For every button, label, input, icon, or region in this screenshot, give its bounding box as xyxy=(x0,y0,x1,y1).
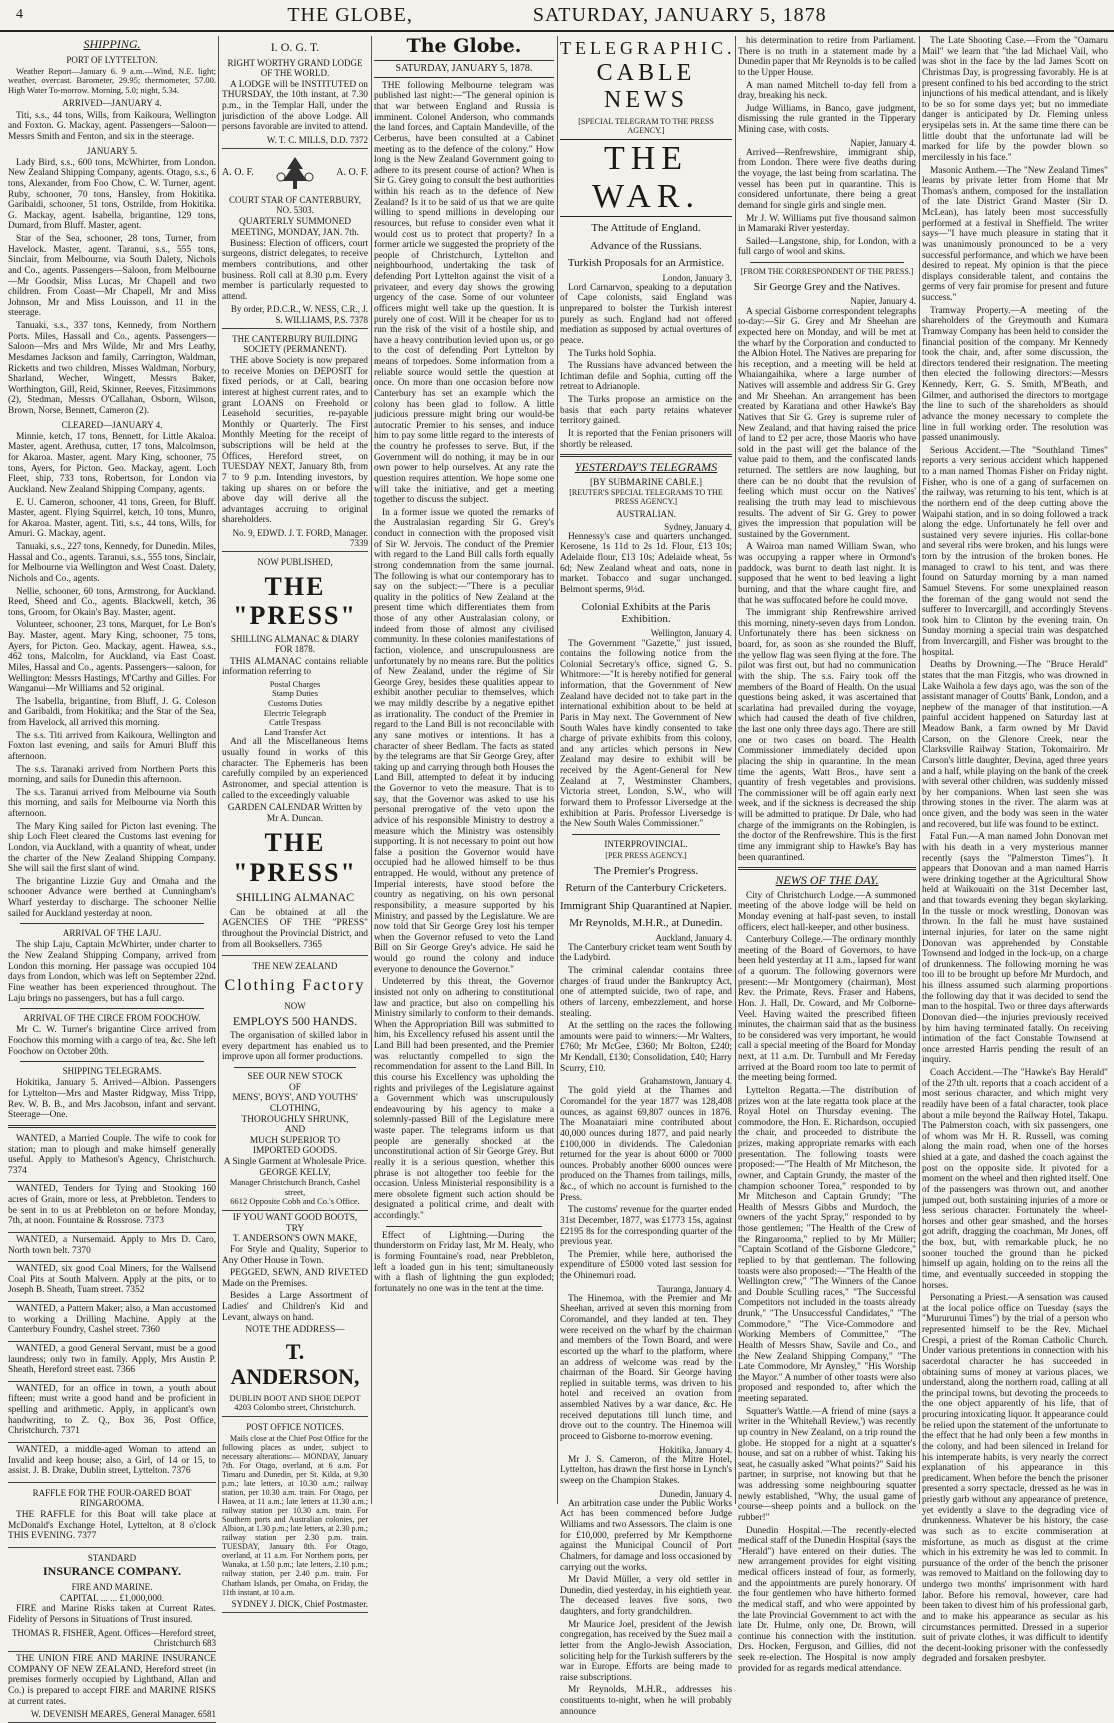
clothing-line: OF xyxy=(289,1082,301,1093)
war-sub: The Attitude of England. xyxy=(591,222,701,235)
shipping-entry: Volunteer, schooner, 23 tons, Marquet, for Le Bon's Bay. Master, agent. Mary King, schooner, 75 tons, Ayers, for Picton. Geo. Mackay, agent. Hawea, s.s., 462 tons, Malcolm, for Auckland, via East Coast. Miles, Hassal and Co., agents. Passengers—saloon, for Wellington: Messrs Hastings, M'Carthy and Gilles. For Wanganui—Mr Williams and 52 original. xyxy=(8,620,216,695)
insurance-signature: THOMAS R. FISHER, Agent. Offices—Hereford street, Christchurch 683 xyxy=(11,1627,216,1648)
australian-heading: AUSTRALIAN. xyxy=(616,509,676,520)
column-rule xyxy=(557,36,558,1504)
news-paragraph: The Turks propose an armistice on the basis that each party retains whatever territory gained. xyxy=(560,395,732,427)
news-paragraph: Dunedin Hospital.—The recently-elected medical staff of the Dunedin Hospital (says the "Herald") have entered on their duties. The new arrangement provides for eight visiting medical officers instead of four, as formerly, and the appointments are purely honorary. Of the four gentlemen who have hitherto formed the medical staff, and who were appointed by the late Provincial Government to act with the late Dr. Hulme, only one, Dr. Brown, will continue his connection with the institution. Drs. Hocken, Ferguson, and Gillies, did not seek re-election. The Hospital is now amply provided for as regards medical attendance. xyxy=(738,1525,916,1674)
aof-left: A. O. F. xyxy=(222,167,254,179)
ad-text: WANTED, a good General Servant, must be a good laundress; only two in family. Apply, Mrs Austin P. Sheath, Hereford street east. 7366 xyxy=(8,1343,216,1376)
news-paragraph: Mr J. S. Cameron, of the Mitre Hotel, Lyttelton, has drawn the first horse in Lynch's sweep on the Champion Stakes. xyxy=(560,1454,732,1487)
shipping-entry: Lady Bird, s.s., 600 tons, McWhirter, from London. New Zealand Shipping Company, agents. Otago, s.s., 6 tons, Alexander, from Foo Chow, C. W. Turner, agent. Ruby, schooner, 70 tons, Hansley, from Hokitika. Garibaldi, schooner, 51 tons, Ostrilde, from Hokitika. G. Mackay, agent. Isabella, brigantine, 129 tons, Dumard, from Bluff. Master, agent. xyxy=(8,157,216,232)
column-rule xyxy=(371,36,372,1504)
foresters-ad xyxy=(222,149,368,329)
ad-text: WANTED, a Pattern Maker; also, a Man accustomed to working a Drilling Machine. Apply at the Canterbury Foundry, Cashel street. 7360 xyxy=(8,1304,216,1336)
news-paragraph: Hennessy's case and quarters unchanged. Kerosene, 1s 11d to 2s 1d. Flour, £13 10s; Adelaide flour, £13 10s; Adelaide wheat, 5s 6d; New Zealand wheat and oats, none in market. Tobacco and sugar unchanged. Belmont sperms, 9½d. xyxy=(560,531,732,595)
shipping-entry: Nellie, schooner, 60 tons, Armstrong, for Auckland. Reed, Sheed and Co., agents. Blackwell, ketch, 36 tons, Groom, for Okain's Bay. Master, agent. xyxy=(8,586,216,618)
laju-article: The ship Laju, Captain McWhirter, under charter to the New Zealand Shipping Company, arrived from London this morning. Her passage was occupied 104 days from London, which was left on September 22nd. Fine weather has been experienced throughout. The Laju brings no passengers, but has a full cargo. xyxy=(8,940,216,1004)
clothing-factory: Clothing Factory xyxy=(224,977,366,995)
almanac-item: Cattle Trespass xyxy=(269,717,321,728)
interprovincial-heading: INTERPROVINCIAL. xyxy=(604,838,688,849)
insurance-heading: STANDARD xyxy=(87,1552,137,1563)
news-paragraph: The Russians have advanced between the Ichtiman defile and Sophia, cutting off the retreat to Adrianople. xyxy=(560,361,732,393)
weather-report: Weather Report—January 6. 9 a.m.—Wind, N.E. light; weather, overcast. Barometer, 29.95; thermometer, 57.00. High Water To-morrow. Morning, 5.0; night, 5.34. xyxy=(8,65,216,95)
anderson-name: T. ANDERSON, xyxy=(230,1338,360,1389)
almanac-item: Electric Telegraph xyxy=(263,707,327,718)
union-body: THE UNION FIRE AND MARINE INSURANCE COMPANY OF NEW ZEALAND, Hereford street (in premises formerly occupied by Lightband, Allan and Co.) is prepared to accept FIRE and MARINE RISKS at current rates. xyxy=(8,1654,216,1707)
shipping-note: The Isabella, brigantine, from Bluff, J. G. Coleson and Garibaldi, from Hokitika; and the Star of the Sea, from Havelock, all arrived this morning. xyxy=(8,696,216,729)
divider xyxy=(20,1008,204,1009)
raffle-heading: RAFFLE FOR THE FOUR-OARED BOAT RINGAROOMA. xyxy=(32,1487,192,1508)
clothing-org: The organisation of skilled labor in every department has enabled us to improve upon all former productions. xyxy=(222,1031,368,1063)
dateline: Napier, January 4. xyxy=(850,296,916,307)
date-heading: JANUARY 5. xyxy=(86,145,138,156)
dateline: Wellington, January 4. xyxy=(650,628,732,639)
shipping-entry: Star of the Sea, schooner, 28 tons, Turner, from Havelock. Master, agent. Taranui, s.s., 555 tons, Sinclair, from Melbourne, via South Dalety, Nichols and Co., agents. Passengers—Saloon, from Melbourne—Mr Goodsir, Miss Lucas, Mr Chapell and two children. From Coast—Mr Chapell, Mr and Miss Johnson, Mr and Miss Louisson, and 11 in the steerage. xyxy=(8,234,216,319)
boots-quality: For Style and Quality, Superior to Any Other House in Town. xyxy=(222,1244,368,1266)
column-rule xyxy=(919,36,920,1504)
boots-note: NOTE THE ADDRESS— xyxy=(245,1325,345,1336)
news-paragraph: The immigrant ship Renfrewshire arrived this morning, ninety-seven days from London. Unfortunately there has been sickness on board, for, as soon as she rounded the Bluff, the yellow flag was seen flying at the fore. The pilot was first out, but had no communication with the ship. The s.s. Fairy took off the members of the Board of Health. On the usual questions being asked, it was ascertained that scarlatina had prevailed during the voyage, which had caused the death of five children, the last one only three days ago. There are still one or two cases on board. The Health Commissioner immediately decided upon placing the ship in quarantine. In the mean time the agents, Watt Bros., have sent a quantity of fresh vegetables and provisions. The commissioner will be off again early next week, and if the sickness is decreased the ship will be admitted to pratique. Dr Dale, who had charge of the immigrants on the Robinglen, is the doctor of the Renfrewshire. This is the first time any immigrant ship to Hawke's Bay has been quarantined. xyxy=(738,608,916,863)
news-paragraph: The gold yield at the Thames and Coromandel for the year 1877 was 128,408 ounces, as against 69,807 ounces in 1876. The Moanataiari mine contributed about 40,000 ounces during 1877, and paid nearly £100,000 in dividends. The Caledonian returned for the year is about 6000 or 7000 ounces. Probably another 6000 ounces were produced on the Thames from tailings, mills, &c., of which no account is furnished to the Press. xyxy=(560,1086,732,1203)
news-paragraph: A special Gisborne correspondent telegraphs to-day:—Sir G. Grey and Mr Sheehan are expected here on Monday, and will be met at the wharf by the Corporation and conducted to the Albion Hotel. The Natives are preparing for his reception, and a meeting will be held at Whaiangaihika, where a large number of Natives will assemble and address Sir G. Grey and Mr Sheehan. An arrangement has been created by Karatiana and other Hawke's Bay Natives that Sir G. Grey is supreme ruler of New Zealand, and that having raised the price of land to £2 per acre, those Maoris who have sold in the past will get the balance of the value paid to them, and the confiscated lands returned. The settlers are now laughing, but there can be no doubt that the revulsion of feeling which must occur on the Natives' realising the truth may lead to mischievous results. The advent of Sir G. Grey to power gives the impression that population will be sustained by the Government. xyxy=(738,306,916,540)
post-office-body: Mails close at the Chief Post Office for the following places as under, subject to necessary alterations:— MONDAY, January 7th. For Otago, overland, at 6 a.m. For Timaru and Dunedin, per St. Kilda, at 9.30 p.m.; late letters, at 10.30 a.m.; railway station, per 10.30 a.m. train. For Otago, per Hawea, at 11 a.m.; late letters at 11.30 a.m.; railway station per 10.30 a.m. train. For Southern ports and Australian colonies, per Albion, at 1.30 p.m.; late letters, at 2.30 p.m.; railway station per 2.30 p.m. train. TUESDAY, January 8th. For Otago, overland, at 11 a.m. For Northern ports, per Wanaka, at 1.50 p.m.; late letters, 2.10 p.m.; railway station, per 2.40 p.m. train. For Chatham Islands, per Omaha, on Friday, the 11th instant, at 10 a.m. xyxy=(222,1434,368,1597)
shipping-note: The s.s. Titi arrived from Kaikoura, Wellington and Foxton last evening, and sails for Amuri Bluff this afternoon. xyxy=(8,730,216,762)
wanted-ad xyxy=(8,1382,216,1443)
news-paragraph: Sailed—Langstone, ship, for London, with a full cargo of wool and skins. xyxy=(738,236,916,258)
building-society-body: THE above Society is now prepared to receive Monies on DEPOSIT for fixed periods, or at Call, bearing interest at highest current rates, and to grant LOANS on Freehold or Leasehold securities, re-payable Monthly or Quarterly. The First Monthly Meeting for the receipt of subscriptions will be held at the Offices, Hereford street, on TUESDAY NEXT, January 8th, from 7 to 9 p.m. Intending investors, by taking up shares on or before the above day will derive all the advantages accruing to original shareholders. xyxy=(222,356,368,526)
almanac-item: Stamp Duties xyxy=(271,688,319,699)
meeting-body: Business: Election of officers, court surgeons, district delegates, to receive members contributions, and other business. Roll call at 8.30 p.m. Every member is particularly requested to attend. xyxy=(222,238,368,302)
anderson-address: 4203 Colombo street, Christchurch. xyxy=(234,1402,356,1413)
cleared-heading: CLEARED—JANUARY 4. xyxy=(61,419,163,430)
boots-pegged: PEGGED, SEWN, AND RIVETED Made on the Premises. xyxy=(222,1268,368,1289)
reuter-note: [REUTER'S SPECIAL TELEGRAMS TO THE PRESS AGENCY.] xyxy=(569,488,723,507)
clothing-nz: THE NEW ZEALAND xyxy=(252,961,338,972)
cable-news-heading: CABLE NEWS xyxy=(596,60,696,114)
news-paragraph: Judge Williams, in Banco, gave judgment, dismissing the rule granted in the Tipperary Mining case, with costs. xyxy=(738,103,916,135)
dateline: Tauranga, January 4. xyxy=(657,1283,732,1294)
shipping-entry: Titi, s.s., 44 tons, Wills, from Kaikoura, Wellington and Foxton. G. Mackay, agent. Passengers—Saloon—Messrs Smith and Fenton, and six in the steerage. xyxy=(8,110,216,142)
news-paragraph: The customs' revenue for the quarter ended 31st December, 1877, was £1773 15s, against £2195 8s for the corresponding quarter of the previous year. xyxy=(560,1205,732,1248)
clothing-line: MUCH SUPERIOR TO xyxy=(249,1135,341,1146)
editorial-paragraph: Undeterred by this threat, the Governor insisted not only on adhering to constitutional law and practice, but also on compelling his Ministry similarly to conform to their demands. When the Appropriation Bill was submitted to him, his Excellency refused his assent until the Land Bill had been presented, and the Premier was reluctantly compelled to sign the recommendation for assent to the Land Bill. In this course his Excellency was upholding the rights and privileges of the Legislature against a Government which was unscrupulously endeavouring by his agency to make a solemnly-passed Bill of the Legislature mere waste paper. The telegrams inform us that people are generally shocked at the unconstitutional action of Sir George Grey. But really it is a serious question, whether this phrase is not altogether too feeble for the occasion. Unless Ministerial responsibility is a mere obsolete figment such action should be designated a political crime, and dealt with accordingly." xyxy=(374,977,554,1222)
almanac-body: THIS ALMANAC contains reliable information referring to xyxy=(222,656,368,678)
almanac-sub: SHILLING ALMANAC & DIARY FOR 1878. xyxy=(230,634,360,655)
meeting-signature: By order, P.D.C.R., W. NESS, C.R., J. S. WILLIAMS, P.S. 7378 xyxy=(230,304,368,325)
clothing-line: MENS', BOYS', AND YOUTHS' xyxy=(232,1093,358,1104)
news-of-day-heading: NEWS OF THE DAY. xyxy=(775,873,879,888)
news-paragraph: It is reported that the Fenian prisoners will shortly be released. xyxy=(560,428,732,450)
divider xyxy=(572,834,720,835)
news-paragraph: Coach Accident.—The "Hawke's Bay Herald" of the 27th ult. reports that a coach accident of a most serious character, and which might very readily have been of a fatal character, took place about a mile beyond the Railway Hotel, Takapu. The Palmerston coach, with six passengers, one of whom was Mr H. R. Russell, was coming along the main road, when one of the horses shied at a gate, and dashed the coach against the post on the opposite side. It pivoted for a moment on the wheel and then righted itself. One of the passengers was thrown out, and another jumped out, both sustaining injuries of a more or less serious character. Fortunately the wheel-horses and other gear smashed, and the horses got adrift, dragging the coachman, Mr Jones, off the box, but, with remarkable pluck, he no sooner touched the ground than he picked himself up again, holding on to the reins all the time, and eventually succeeded in stopping the horses. xyxy=(922,1068,1108,1291)
press-title-2: THE "PRESS" xyxy=(233,828,357,887)
reynolds-heading: Mr Reynolds, M.H.R., at Dunedin. xyxy=(569,917,723,930)
boots-heading: IF YOU WANT GOOD BOOTS, xyxy=(232,1213,358,1224)
raffle-ad xyxy=(8,1483,216,1548)
shipping-heading: SHIPPING. xyxy=(83,37,141,51)
insurance-title: INSURANCE COMPANY. xyxy=(42,1564,181,1579)
ad-text: WANTED, a Nursemaid. Apply to Mrs D. Caro, North town belt. 7370 xyxy=(8,1234,216,1256)
news-paragraph: Mr J. W. Williams put five thousand salmon in Mamaraki River yesterday. xyxy=(738,213,916,235)
editorial-masthead: The Globe. xyxy=(406,35,522,57)
shipping-entry: Minnie, ketch, 17 tons, Bennett, for Little Akaloa. Master, agent. Arethusa, cutter, 17 tons, Malcolmson, for Akaroa. Master, agent. Mary King, schooner, 75 tons, Ayers, for Picton. Geo. Mackay, agent. Loch Fleet, ship, 733 tons, Robertson, for London via Auckland. New Zealand Shipping Company, agents. xyxy=(8,431,216,495)
news-paragraph: A man named Mitchell to-day fell from a dray, breaking his neck. xyxy=(738,80,916,102)
news-paragraph: The Premier, while here, authorised the expenditure of £5000 voted last session for the Ohinemuri road. xyxy=(560,1249,732,1282)
kelly-name: GEORGE KELLY, xyxy=(259,1167,331,1178)
dateline: Hokitika, January 4. xyxy=(659,1444,732,1455)
almanac-item: Customs Duties xyxy=(267,698,323,709)
dateline: Dunedin, January 4. xyxy=(659,1488,732,1499)
clothing-line: SEE OUR NEW STOCK xyxy=(247,1072,343,1083)
building-society-ad xyxy=(222,329,368,553)
page-number: 4 xyxy=(16,7,24,22)
editorial-paragraph: THE following Melbourne telegram was published last night:—"The general opinion is that war between England and Russia is imminent. Colonel Anderson, who commands the land forces, and Captain Mandeville, of the Cerberus, have been consulted at a Cabinet meeting as to the defence of the colony." How long is the New Zealand Government going to adhere to its present course of action? When is Sir G. Grey going to consult the best authorities within his reach as to the defence of New Zealand? Is it to be said of us that we are quite willing to spend millions in developing our resources, but refuse to consider even what it would cost us to protect that property? In a former article we suggested the propriety of the people of Christchurch, Lyttelton and neighbourhood, undertaking the task of defending Port Lyttelton against the visit of a privateer, and every day shows the growing urgency of the case. Some of our volunteer officers might well take up the question. It is purely one of cost. Will it be cheaper for us to run the risk of the visit of a hostile ship, and have a heavy contribution levied upon us, or go to the cost of defending Port Lyttelton by means of torpedoes. Some information from a reliable source would settle the question at once. On more than one occasion before now Canterbury has set an example which the colony has been glad to follow. A little judicious pressure might bring our would-be autocratic Premier to his senses, and induce him to pay some little regard to the interests of the country he professes to serve. But, if the Government will do nothing, it may be in our own power to help ourselves. At any rate the question requires attention. We hope some one will take the initiative, and get a meeting together to discuss the subject. xyxy=(374,80,554,506)
double-rule xyxy=(738,867,916,870)
telegraphic-heading: TELEGRAPHIC. xyxy=(560,38,736,58)
clothing-now: NOW xyxy=(284,1001,306,1012)
news-paragraph: The Government "Gazette," just issued, contains the following notice from the Colonial Secretary's office, signed G. S. Whitmore:—"It is hereby notified for general information, that the Government of New Zealand have decided not to take part in the international exhibition about to be held at Paris in May next. The Government of New South Wales have kindly consented to take charge of private exhibits from this colony, and any articles which persons in New Zealand may desire to exhibit will be received by the Agent-General for New Zealand at 7, Westminster Chambers, Victoria street, London, S.W., who will forward them to Professor Liversedge at the exhibition at Paris. Professor Liversedge is the New South Wales Commissioner." xyxy=(560,638,732,830)
column-news-continued xyxy=(922,36,1108,1665)
divider xyxy=(386,1226,542,1227)
iogt-heading: I. O. G. T. xyxy=(270,40,320,54)
divider xyxy=(20,923,204,924)
divider xyxy=(750,262,904,263)
news-paragraph: Deaths by Drowning.—The "Bruce Herald" states that the man Fitzgis, who was drowned in Lake Waihola a few days ago, was the son of the assistant manager of Coutts' Bank, London, and a nephew of the manager of that institution.—A painful accident happened on Saturday last at Meadow Bank, a farm owned by Mr David Carson, on the Glenore Creek, near the Clarksville Railway Station, Tokomairiro. Mr Carson's little daughter, Devina, aged three years and a half, while playing on the bank of the creek with several other children, was suddenly missed by her companions. When last seen she was throwing stones in the river. The alarm was at once given, and the body was seen in the water and recovered, but life was found to be extinct. xyxy=(922,660,1108,830)
masthead xyxy=(0,0,1114,32)
premier-heading: The Premier's Progress. xyxy=(593,864,699,877)
column-ads xyxy=(222,36,368,1609)
insurance-ad xyxy=(8,1548,216,1652)
boots-try: TRY xyxy=(285,1223,305,1234)
news-paragraph: Lyttelton Regatta.—The distribution of prizes won at the late regatta took place at the Royal Hotel on Thursday evening. The commodore, the Hon. E. Richardson, occupied the chair, and proceeded to distribute the prizes, making appropriate remarks with each presentation. The following toasts were proposed:—"The Health of Mr Mitcheson, the owner, and Captain Grundy, the master of the champion schooner Torea," responded to by Mr Mitcheson and Captain Grundy; "The Health of Messrs Gibbs and Murdoch, the owners of the yacht Spray," responded to by those gentlemen; "The Health of the Crew of the Ringarooma," replied to by Mr Müller; "Captain Scotland of the Gisborne Gledcore," replied to by that gentleman. The following toasts were also proposed:—"The Health of the Wellington crew," "The Winners of the Canoe and Double Sculling races," "The Successful Competitors not included in the toasts already drunk," "The Unsuccessful Candidates," "The Commodore," "The Vice-Commodore and Working Members of Committee," "The Health of Messrs Shaw, Savile and Co., and the New Zealand Shipping Company," "The Late Commodore, Mr Aynsley," "His Worship the Mayor." A number of other toasts were also proposed and responded to, after which the meeting separated. xyxy=(738,1085,916,1405)
clothing-single: A Single Garment at Wholesale Price. xyxy=(223,1157,367,1168)
dateline: Auckland, January 4. xyxy=(655,932,732,943)
clothing-ad xyxy=(222,956,368,1211)
almanac-tail: And all the Miscellaneous Items usually found in works of this character. The Ephemeris has been carefully compiled by an experienced Astronomer, and special attention is called to the exceedingly valuable xyxy=(222,737,368,801)
column-telegraphic xyxy=(560,36,736,1717)
port-heading: PORT OF LYTTELTON. xyxy=(66,54,158,65)
now-published: NOW PUBLISHED, xyxy=(257,557,333,568)
union-signature: W. DEVENISH MEARES, General Manager. 6581 xyxy=(30,1709,216,1720)
news-paragraph: Serious Accident.—The "Southland Times" reports a very serious accident which happened to a man named Thomas Fisher on Friday night. Fisher, who is one of a gang of surfacemen on the railway, was returning to his tent, which is at the northern end of the deep cutting above the Waipahi station, and in so doing followed a track along the edge. Unfortunately he fell over and sustained very severe injuries. His collar-bone and several ribs were broken, and his lungs were torn by the intrusion of the broken bones. He managed to crawl to his tent, and was there found on Saturday morning by a man named Samuel Stevens. For some unexplained reason the foreman of the gang would not send the sufferer to Invercargill, and accordingly Stevens took him to Clinton by the evening train. On Sunday morning a special train was despatched from Invercargill, and Fisher was brought to the hospital. xyxy=(922,445,1108,658)
correspondent-note: [FROM THE CORRESPONDENT OF THE PRESS.] xyxy=(740,267,914,277)
boots-maker: T. ANDERSON'S OWN MAKE, xyxy=(232,1234,358,1245)
almanac-item: Land Transfer Act xyxy=(264,726,326,737)
laju-heading: ARRIVAL OF THE LAJU. xyxy=(62,928,162,939)
news-paragraph: An arbitration case under the Public Works Act has been commenced before Judge Williams and two Assessors. The claim is one for £10,000, preferred by Mr Kempthorne against the Municipal Council of Port Chalmers, for damage and loss occasioned by carrying out the works. xyxy=(560,1498,732,1573)
telegram-entry: Hokitika, January 5. Arrived—Albion. Passengers for Lyttelton—Mrs and Master Ridgway, Miss Tripp, Rev. W. B. B., and Mrs Jacobson, infant and servant. Steerage—One. xyxy=(8,1078,216,1121)
news-paragraph: A Wairoa man named William Swan, who was occupying a rapper where in Ormond's paddock, was burnt to death last night. It is supposed that he went to bed leaving a light burning, and that the whare caught fire, and that he was suffocated before he could move. xyxy=(738,542,916,606)
editorial-date: SATURDAY, JANUARY 5, 1878. xyxy=(374,60,554,77)
kelly-address: 6612 Opposite Cobb and Co.'s Office. xyxy=(230,1196,360,1207)
news-paragraph: Arrived—Renfrewshire, immigrant ship, from London. There were five deaths during the voyage, the last being from scarlatina. The vessel has been put in quarantine. This is considered unfortunate, there being a great demand for single girls and single men. xyxy=(738,147,916,211)
double-rule xyxy=(8,1125,216,1128)
divider xyxy=(20,1061,204,1062)
forester-emblem-icon xyxy=(273,155,317,191)
shipping-note: The s.s. Taranui arrived from Melbourne via South this morning, and sails for Melbourne via North this afternoon. xyxy=(8,787,216,820)
column-rule xyxy=(735,36,736,1504)
shipping-note: The brigantine Lizzie Guy and Omaha and the schooner Advance were berthed at Cunningham's Wharf yesterday to discharge. The schooner Nellie sailed for Auckland yesterday at noon. xyxy=(8,876,216,919)
iogt-sub: RIGHT WORTHY GRAND LODGE OF THE WORLD. xyxy=(227,57,363,78)
clothing-line: THOROUGHLY SHRUNK, xyxy=(241,1114,349,1125)
insurance-capital: CAPITAL ... ... £1,000,000. xyxy=(59,1593,165,1604)
masthead-date: SATURDAY, JANUARY 5, 1878 xyxy=(532,3,827,26)
wanted-ad xyxy=(8,1443,216,1483)
yesterday-heading: YESTERDAY'S TELEGRAMS xyxy=(574,460,718,475)
grey-heading: Sir George Grey and the Natives. xyxy=(753,281,901,294)
ad-text: WANTED, a Married Couple. The wife to cook for station; man to plough and make himself generally useful. Apply to Matheson's Agency, Christchurch. 7374 xyxy=(8,1133,216,1176)
almanac-item: Postal Charges xyxy=(269,678,321,689)
news-paragraph: Mr David Müller, a very old settler in Dunedin, died yesterday, in his eightieth year. The deceased leaves five sons, two daughters, and forty grandchildren. xyxy=(560,1575,732,1618)
war-sub: Turkish Proposals for an Armistice. xyxy=(567,257,725,270)
news-paragraph: Mr Maurice Joel, president of the Jewish congregation, has received by the Suez mail a letter from the Anglo-Jewish Association, soliciting help for the Turkish sufferers by the war in Europe. Efforts are being made to raise subscriptions. xyxy=(560,1619,732,1683)
iogt-body: A LODGE will be INSTITUTED on THURSDAY, the 10th instant, at 7.30 p.m., in the Templar Hall, under the jurisdiction of the above Lodge. All persons favorable are invited to attend. xyxy=(222,79,368,133)
shipping-entry: Tanuaki, s.s., 337 tons, Kennedy, from Northern Ports. Miles, Hassall and Co., agents. Passengers—Saloon—Mrs and Mrs Wilde, Mr and Mrs Leathy, Mesdames Jackson and family, Carrington, Waldman, Ricketts and two children, Misses Waldman, Norbury, Sharland, Wecher, Wingett, Messrs Baker, Worthington, Gill, Reid, Skinner, Reeves, Fitzsimmons (2), Stedman, Messrs O'Callahan, Osborn, Wilson, Brown, Norse, Bennett, Cameron (2). xyxy=(8,321,216,417)
telegrams-heading: SHIPPING TELEGRAMS. xyxy=(62,1066,162,1077)
column-shipping xyxy=(8,36,217,1720)
clothing-employs: EMPLOYS 500 HANDS. xyxy=(232,1013,358,1028)
almanac-body-2: Can be obtained at all the AGENCIES OF THE "PRESS" throughout the Provincial District, and from all Booksellers. 7365 xyxy=(222,907,368,950)
almanac-sub-2: SHILLING ALMANAC xyxy=(235,890,355,905)
anderson-depot: DUBLIN BOOT AND SHOE DEPOT xyxy=(229,1392,361,1403)
post-office-heading: POST OFFICE NOTICES. xyxy=(246,1421,344,1432)
insurance-body: FIRE and Marine Risks taken at Current Rates. Fidelity of Persons in Situations of Trust insured. xyxy=(8,1604,216,1626)
exhibits-heading: Colonial Exhibits at the Paris Exhibition. xyxy=(581,600,711,625)
foresters-seal-row xyxy=(222,155,368,191)
iogt-signature: W. T. C. MILLS, D.D. 7372 xyxy=(266,134,368,145)
shipping-entry: Tanuaki, s.s., 227 tons, Kennedy, for Dunedin. Miles, Hassal and Co., agents. Taranui, s.s., 555 tons, Sinclair, for Melbourne via Wellington and West Coast. Dalety, Nichols and Co., agents. xyxy=(8,542,217,584)
dateline: Grahamstown, January 4. xyxy=(640,1076,732,1087)
editorial-paragraph: Effect of Lightning.—During the thunderstorm on Friday last, Mr M. Healy, who is forming Fountaine's road, near Prebbleton, left a loaded gun in his tent; simultaneously with a flash of lightning the gun exploded; fortunately no one was in the tent at the time. xyxy=(374,1230,554,1294)
shipping-note: The s.s. Taranaki arrived from Northern Ports this morning, and sails for Dunedin this afternoon. xyxy=(8,764,216,786)
divider xyxy=(234,1067,356,1068)
union-ad xyxy=(8,1652,216,1723)
press-title: THE "PRESS" xyxy=(233,571,357,630)
clothing-line: IMPORTED GOODS. xyxy=(252,1146,338,1157)
ad-text: WANTED, for an office in town, a youth about fifteen; must write a good hand and be proficient in spelling and arithmetic. Apply, in applicant's own handwriting, to Z. Q., Box 36, Post Office, Christchurch. 7371 xyxy=(8,1383,216,1437)
news-paragraph: Squatter's Wattle.—A friend of mine (says a writer in the 'Whitehall Review,') was recently up country in New Zealand, on a trip round the globe. He stopped for a night at a squatter's house, and sat on a rubber of whist. Taking his seat, he casually asked "What points?" Said his partner, in surprise, not knowing but that he was addressing some neighbouring squatter newly established, "Why, the usual game of course—sheep points and a bullock on the rubber!" xyxy=(738,1406,916,1523)
news-paragraph: Masonic Anthem.—The "New Zealand Times" learns by private letter from Home that Mr Thomas's anthem, composed for the installation of the late District Grand Master (Sir D. McLean), has lately been most successfully performed at a festival in Sheffield. The writer says—"I have much pleasure in stating that it was unanimously pronounced to be a very successful performance, and which we have been desired to repeat. My opinion is that the piece displays considerable talent, and contains the germs of very fair promise for present and future success." xyxy=(922,165,1108,303)
wanted-ad xyxy=(8,1233,216,1262)
boots-ad xyxy=(222,1211,368,1417)
column-news xyxy=(738,36,916,1674)
ad-text: WANTED, a middle-aged Woman to attend an Invalid and keep house; also, a Girl, of 14 or 15, to assist. J. B. Drake, Dublin street, Lyttelton. 7376 xyxy=(8,1444,216,1477)
newspaper-title: THE GLOBE, xyxy=(287,3,413,26)
wanted-ad xyxy=(8,1262,216,1302)
kelly-title: Manager Christchurch Branch, Cashel street, xyxy=(229,1177,361,1197)
special-note: [SPECIAL TELEGRAM TO THE PRESS AGENCY.] xyxy=(578,116,714,135)
wanted-ad xyxy=(8,1182,216,1233)
cricketers-heading: Return of the Canterbury Cricketers. xyxy=(565,882,727,895)
news-paragraph: his determination to retire from Parliament. There is no truth in a statement made by a Dunedin paper that Mr Reynolds is to be called to the Upper House. xyxy=(738,36,916,78)
dateline: London, January 3. xyxy=(662,272,732,283)
news-paragraph: Lord Carnarvon, speaking to a deputation of Cape colonists, said England was unprepared to bolster the Turkish interest purely as such. England had not offered mediation as supposed by actual overtures of peace. xyxy=(560,282,732,346)
wanted-ad xyxy=(8,1132,216,1183)
news-paragraph: Mr Reynolds, M.H.R., addresses his constituents to-night, when he will probably announce xyxy=(560,1685,732,1717)
ad-text: WANTED, six good Coal Miners, for the Wallsend Coal Pits at South Malvern. Apply at the pits, or to Joseph B. Sheath, Tuam street. 7352 xyxy=(8,1264,216,1296)
post-office-notice xyxy=(222,1417,368,1613)
post-office-signature: SYDNEY J. DICK, Chief Postmaster. xyxy=(231,1598,368,1609)
news-paragraph: Tramway Property.—A meeting of the shareholders of the Greymouth and Kumara Tramway Company has been held to consider the financial position of the company. Mr Kennedy took the chair, and, after some discussion, the directors tendered their resignation. The meeting then elected the following directors:—Messrs Kennedy, Kerr, G. S. Smith, M'Beath, and Gilmer, and authorised the directors to mortgage the line to such of the shareholders as should advance the money necessary to complete the line in full working order. The resolution was passed unanimously. xyxy=(922,305,1108,444)
building-society-signature: No. 9, EDWD. J. T. FORD, Manager. 7339 xyxy=(232,528,368,549)
clothing-line: AND xyxy=(284,1125,306,1136)
double-rule xyxy=(560,454,732,457)
news-paragraph: The Late Shooting Case.—From the "Oamaru Mail" we learn that "the lad Michael Vail, who was shot in the face by the lad James Scott on Christmas Day, is progressing favorably. He is at present confined to his bed according to the strict injunctions of his medical attendant, and is likely to be so for some days yet; but no immediate danger is anticipated by Dr. Fleming unless erysipelas sets in. At the same time there can be little doubt that the unfortunate lad will be marked for life by the powder blown so mercilessly in his face." xyxy=(922,36,1108,163)
dateline: Sydney, January 4. xyxy=(664,521,732,532)
circe-heading: ARRIVAL OF THE CIRCE FROM FOOCHOW. xyxy=(23,1013,201,1024)
arrived-heading: ARRIVED—JANUARY 4. xyxy=(62,98,162,109)
building-society-heading: THE CANTERBURY BUILDING SOCIETY (PERMANENT). xyxy=(232,333,358,354)
news-paragraph: The Turks hold Sophia. xyxy=(568,348,657,359)
meeting-heading: QUARTERLY SUMMONED MEETING, MONDAY, JAN. 7th. xyxy=(231,217,359,239)
shipping-note: The Mary King sailed for Picton last evening. The ship Loch Fleet cleared the Customs last evening for London, via Auckland, with a quantity of wheat, under the charter of the New Zealand Shipping Company. She will sail the first slant of wind. xyxy=(8,821,216,875)
column-rule xyxy=(218,36,219,1504)
news-paragraph: At the settling on the races the following amounts were paid to winners:—Mr Walters, £760; Mr McGee, £360; Mr Bolton, £240; Mr Kendall, £130; Consolidation, £40; Harry Scurry, £10. xyxy=(560,1021,732,1074)
dateline: Napier, January 4. xyxy=(850,137,916,148)
ad-text: WANTED, Tenders for Tying and Stooking 160 acres of Grain, more or less, at Prebbleton. Tenders to be sent in to us at Prebbleton on or before Monday, 7th, at noon. Fountaine & Rossrose. 7373 xyxy=(8,1184,216,1227)
news-paragraph: Personating a Priest.—A sensation was caused at the local police office on Tuesday (says the "Mururunui Times") by the trial of a person who represented himself to be the Rev. Michael Crespi, a priest of the Roman Catholic Church. Under various pretentions in connection with his sacerdotal character he has succeeded in obtaining sums of money at various places, we understand, along the northern road, calling at all the principal towns, but devoting the proceeds to the one object apparently of his life, that of procuring intoxicating liquor. It appearance could be relied upon the statement of the unfortunate to the effect that he had only been a few months in the colony, and had been silenced in Ireland for his intemperate habits, is very nearly the correct explanation of his appearance in this predicament. When before the bench the prisoner presented a sorry spectacle, dressed as he was in priestly garb without any appearance of pretence, yet evidently a slave to the degrading vice of drunkenness. Whatever be his history, the case was such as to excite commiseration at misfortune, as much as disgust at the crime which in his extremity he was led to commit. In pursuance of the order of the bench the prisoner was removed to Maitland on the following day to undergo two months' imprisonment with hard labor. Before his removal, however, care had been taken to divest him of his professional garb, and to make his appearance as secular as his circumstances permitted. Dressed in a superior suit of private clothes, it was difficult to identify the decent-looking prisoner with the confessedly degraded and forsaken presbyter. xyxy=(922,1293,1108,1665)
almanac-ad xyxy=(222,552,368,956)
wanted-ad xyxy=(8,1302,216,1342)
war-sub: Advance of the Russians. xyxy=(590,239,702,252)
aof-right: A. O. F. xyxy=(336,167,368,179)
news-paragraph: Canterbury College.—The ordinary monthly meeting of the Board of Governors, to have been held yesterday at 11 a.m., lapsed for want of a quorum. The following governors were present:—Mr Montgomery (chairman), Most Rev. the Primate, Revs. Fraser and Habens, Hon. J. Hall, Dr. Coward, and Mr Colborne-Veel. Having waited the prescribed fifteen minutes, the chairman said that as the business to be considered was very important, he would call a special meeting of the Board for Monday next, at 11 a.m. Dr. Turnbull and Mr Fereday arrived at the Board room too late to permit of the meeting being formed. xyxy=(738,935,916,1084)
circe-article: Mr C. W. Turner's brigantine Circe arrived from Foochow this morning with a cargo of tea, &c. She left Foochow on October 20th. xyxy=(8,1025,216,1057)
insurance-sub: FIRE AND MARINE. xyxy=(71,1581,153,1592)
raffle-text: THE RAFFLE for this Boat will take place at McDonald's Exchange Hotel, Lyttelton, at 8 o'clock THIS EVENING. 7377 xyxy=(8,1510,216,1542)
news-paragraph: Fatal Fun.—A man named John Donovan met with his death in a very mysterious manner recently (says the "Palmerston Times"). It appears that Donovan and a man named Harris were drinking together at the Agricultural Show held at Waikouaiti on the 31st December last, and that towards evening they began skylarking. In the tussle or mock wrestling, Donovan was thrown. In the fall he must have sustained internal injuries, for later on the same night Donovan was apprehended by Constable Townsend and lodged in the lock-up, on a charge of drunkenness. The following morning he was too ill to be brought up before Mr Murdoch, and his illness assumed such alarming proportions the following day that it was decided to send the man to the hospital. Two or three days afterwards Donovan died—the injuries previously received by him having terminated fatally. On receiving intimation of the fact Constable Townsend at once arrested Harris pending the result of an inquiry. xyxy=(922,832,1108,1066)
submarine-note: [BY SUBMARINE CABLE.] xyxy=(590,477,702,488)
war-heading: THE WAR. xyxy=(560,139,732,218)
news-paragraph: The Canterbury cricket team went South by the Ladybird. xyxy=(560,942,733,964)
iogt-ad xyxy=(222,36,368,149)
boots-assortment: Besides a Large Assortment of Ladies' and Children's Kid and Levant, always on hand. xyxy=(222,1291,368,1323)
wanted-ad xyxy=(8,1342,216,1382)
press-agency-note: [PER PRESS AGENCY.] xyxy=(605,850,687,860)
news-paragraph: The Hinemoa, with the Premier and Mr Sheehan, arrived at seven this morning from Coromandel, and they landed at ten. They were received on the wharf by the chairman and members of the Town Board, and were escorted up the wharf to the platform, where an address of welcome was read by the chairman of the Board. Sir George having replied in suitable terms, was driven to his hotel and received an ovation from assembled Natives by a war dance, &c. He received deputations till lunch time, and drove out to the country. The Hinemoa will proceed to Gisborne to-morrow evening. xyxy=(560,1293,732,1442)
garden-calendar: GARDEN CALENDAR Written by Mr A. Duncan. xyxy=(227,803,363,824)
court-heading: COURT STAR OF CANTERBURY, NO. 5303. xyxy=(229,195,361,216)
news-paragraph: The criminal calendar contains three charges of fraud under the Bankruptcy Act, one of attempted suicide, two of rape, and others of larceny, embezzlement, and horse stealing. xyxy=(560,966,732,1019)
news-paragraph: City of Christchurch Lodge.—A summoned meeting of the above lodge will be held on Monday evening at half-past seven, to install officers, elect hall-keeper, and other business. xyxy=(738,890,916,933)
clothing-line: CLOTHING, xyxy=(269,1103,321,1114)
editorial-paragraph: In a former issue we quoted the remarks of the Australasian regarding Sir G. Grey's conduct in connection with the proposed visit of Sir W. Jervois. The conduct of the Premier with regard to the Land Bill calls forth equally strong condemnation from the same journal. The following is what our contemporary has to say on the subject:—"There is a peculiar quality in the politics of New Zealand at the present time which differentiates them from those of any other Australasian colony, or indeed from those of almost any civilised community. In these colonies manifestations of faction, violence, and unscrupulousness are unfortunately by no means rare. But the politics of New Zealand, under the régime of Sir George Grey, besides these qualities appear to exhibit another peculiar to themselves, which we may mildly describe by a negative epithet as irrationality. The conduct of the Premier in regard to the Land Bill is not reconcilable with any sane motives or intentions. It has a character of sheer Bedlam. The facts as stated by the telegrams are that Sir George Grey, after taking up and carrying through both Houses the Land Bill, attempted to defeat it by inducing the Governor to veto the measure. That is to say, that the Governor was asked to use his personal prerogative of the veto upon the advice of his responsible Ministry to destroy a measure which the Ministry was ostensibly supporting. It is not necessary to point out how false a position the Governor would have occupied had he allowed himself to be thus entrapped. He would, without any pretence of Imperial interests, have stood before the country as negativing, on his own personal responsibility, a measure supported by his Ministry, and passed by the Legislature. We are now told that Sir George Grey lost his temper when the Governor refused to veto the Land Bill on Sir George Grey's advice. He said he would go round the colony and induce everyone to denounce the Governor." xyxy=(374,507,554,975)
column-editorial xyxy=(374,36,554,1504)
shipping-entry: E. U. Cameron, schooner, 41 tons, Green, for Bluff. Master, agent. Flying Squirrel, ketch, 10 tons, Munro, for Akaroa. Master, agent. Titi, s.s., 44 tons, Wills, for Amuri. G. Mackay, agent. xyxy=(8,497,216,540)
napier-heading: Immigrant Ship Quarantined at Napier. xyxy=(560,899,732,912)
